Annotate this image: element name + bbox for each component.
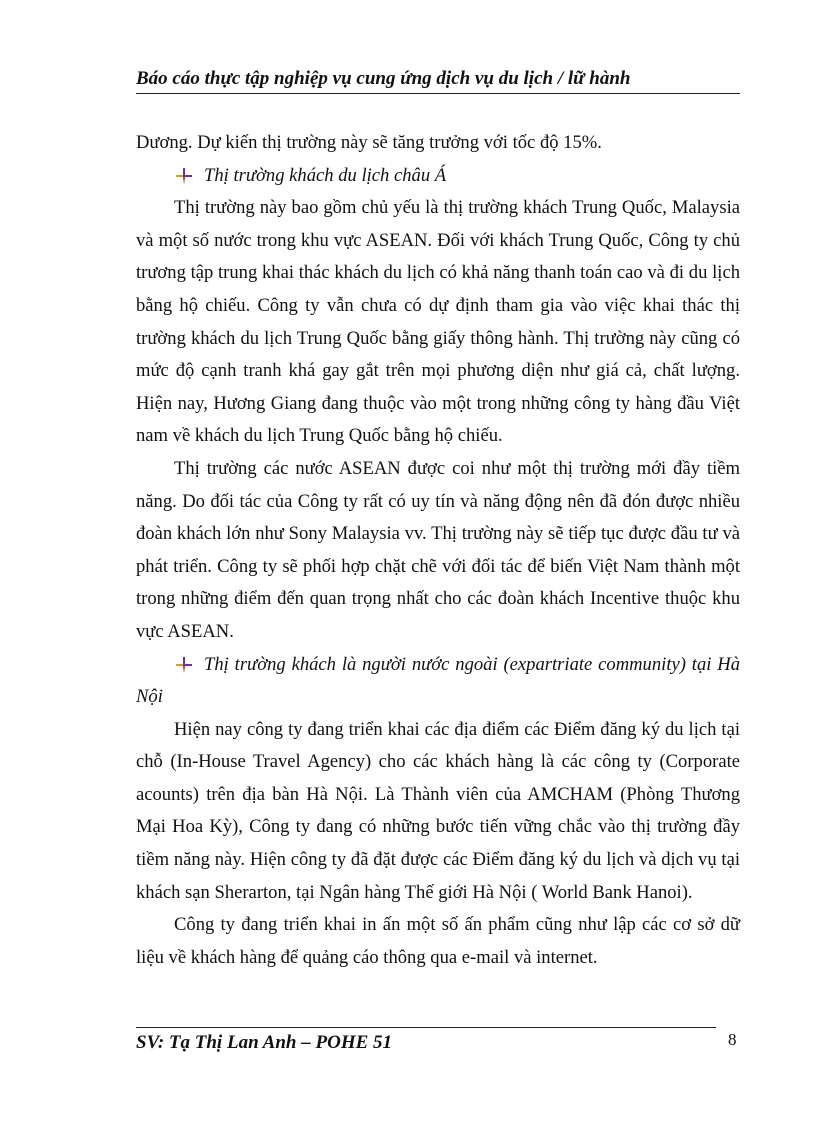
footer-divider [136, 1027, 716, 1028]
page-number: 8 [728, 1030, 737, 1049]
bullet-label: Thị trường khách là người nước ngoài (expartriate community) tại Hà Nội [136, 653, 740, 708]
arrow-bullet-icon [176, 657, 192, 673]
bullet-label: Thị trường khách du lịch châu Á [204, 164, 447, 186]
paragraph-asia: Thị trường này bao gồm chủ yếu là thị trường khách Trung Quốc, Malaysia và một số nước trong khu vực ASEAN. Đối với khách Trung Quốc, Công ty chủ trương tập trung khai thác khách du lịch có khả năng thanh toán cao và đi du lịch bằng hộ chiếu. Công ty vẫn chưa có dự định tham gia vào việc khai thác thị trường khách du lịch Trung Quốc bằng giấy thông hành. Thị trường này cũng có mức độ cạnh tranh khá gay gắt trên mọi phương diện như giá cả, chất lượng. Hiện nay, Hương Giang đang thuộc vào một trong những công ty hàng đầu Việt nam về khách du lịch Trung Quốc bằng hộ chiếu. [136, 197, 740, 447]
arrow-bullet-icon [176, 168, 192, 184]
paragraph-expat: Hiện nay công ty đang triển khai các địa điểm các Điểm đăng ký du lịch tại chỗ (In-House Travel Agency) cho các khách hàng là các công ty (Corporate acounts) trên địa bàn Hà Nội. Là Thành viên của AMCHAM (Phòng Thương Mại Hoa Kỳ), Công ty đang có những bước tiến vững chắc vào thị trường đầy tiềm năng này. Hiện công ty đã đặt được các Điểm đăng ký du lịch và dịch vụ tại khách sạn Sherarton, tại Ngân hàng Thế giới Hà Nội ( World Bank Hanoi). [136, 718, 740, 903]
paragraph-continuation: Dương. Dự kiến thị trường này sẽ tăng trưởng với tốc độ 15%. [136, 132, 602, 153]
page-header: Báo cáo thực tập nghiệp vụ cung ứng dịch vụ du lịch / lữ hành [136, 68, 740, 94]
page-content [136, 127, 740, 974]
paragraph-asean: Thị trường các nước ASEAN được coi như một thị trường mới đầy tiềm năng. Do đối tác của Công ty rất có uy tín và năng động nên đã đón được nhiều đoàn khách lớn như Sony Malaysia vv. Thị trường này sẽ tiếp tục được đầu tư và phát triển. Công ty sẽ phối hợp chặt chẽ với đối tác để biến Việt Nam thành một trong những điểm đến quan trọng nhất cho các đoàn khách Incentive thuộc khu vực ASEAN. [136, 457, 740, 642]
bullet-expat-market [136, 649, 740, 714]
footer-author: SV: Tạ Thị Lan Anh – POHE 51 [136, 1032, 393, 1053]
paragraph-marketing: Công ty đang triển khai in ấn một số ấn phẩm cũng như lập các cơ sở dữ liệu về khách hàng để quảng cáo thông qua e-mail và internet. [136, 914, 740, 968]
bullet-asia-market [136, 160, 740, 193]
